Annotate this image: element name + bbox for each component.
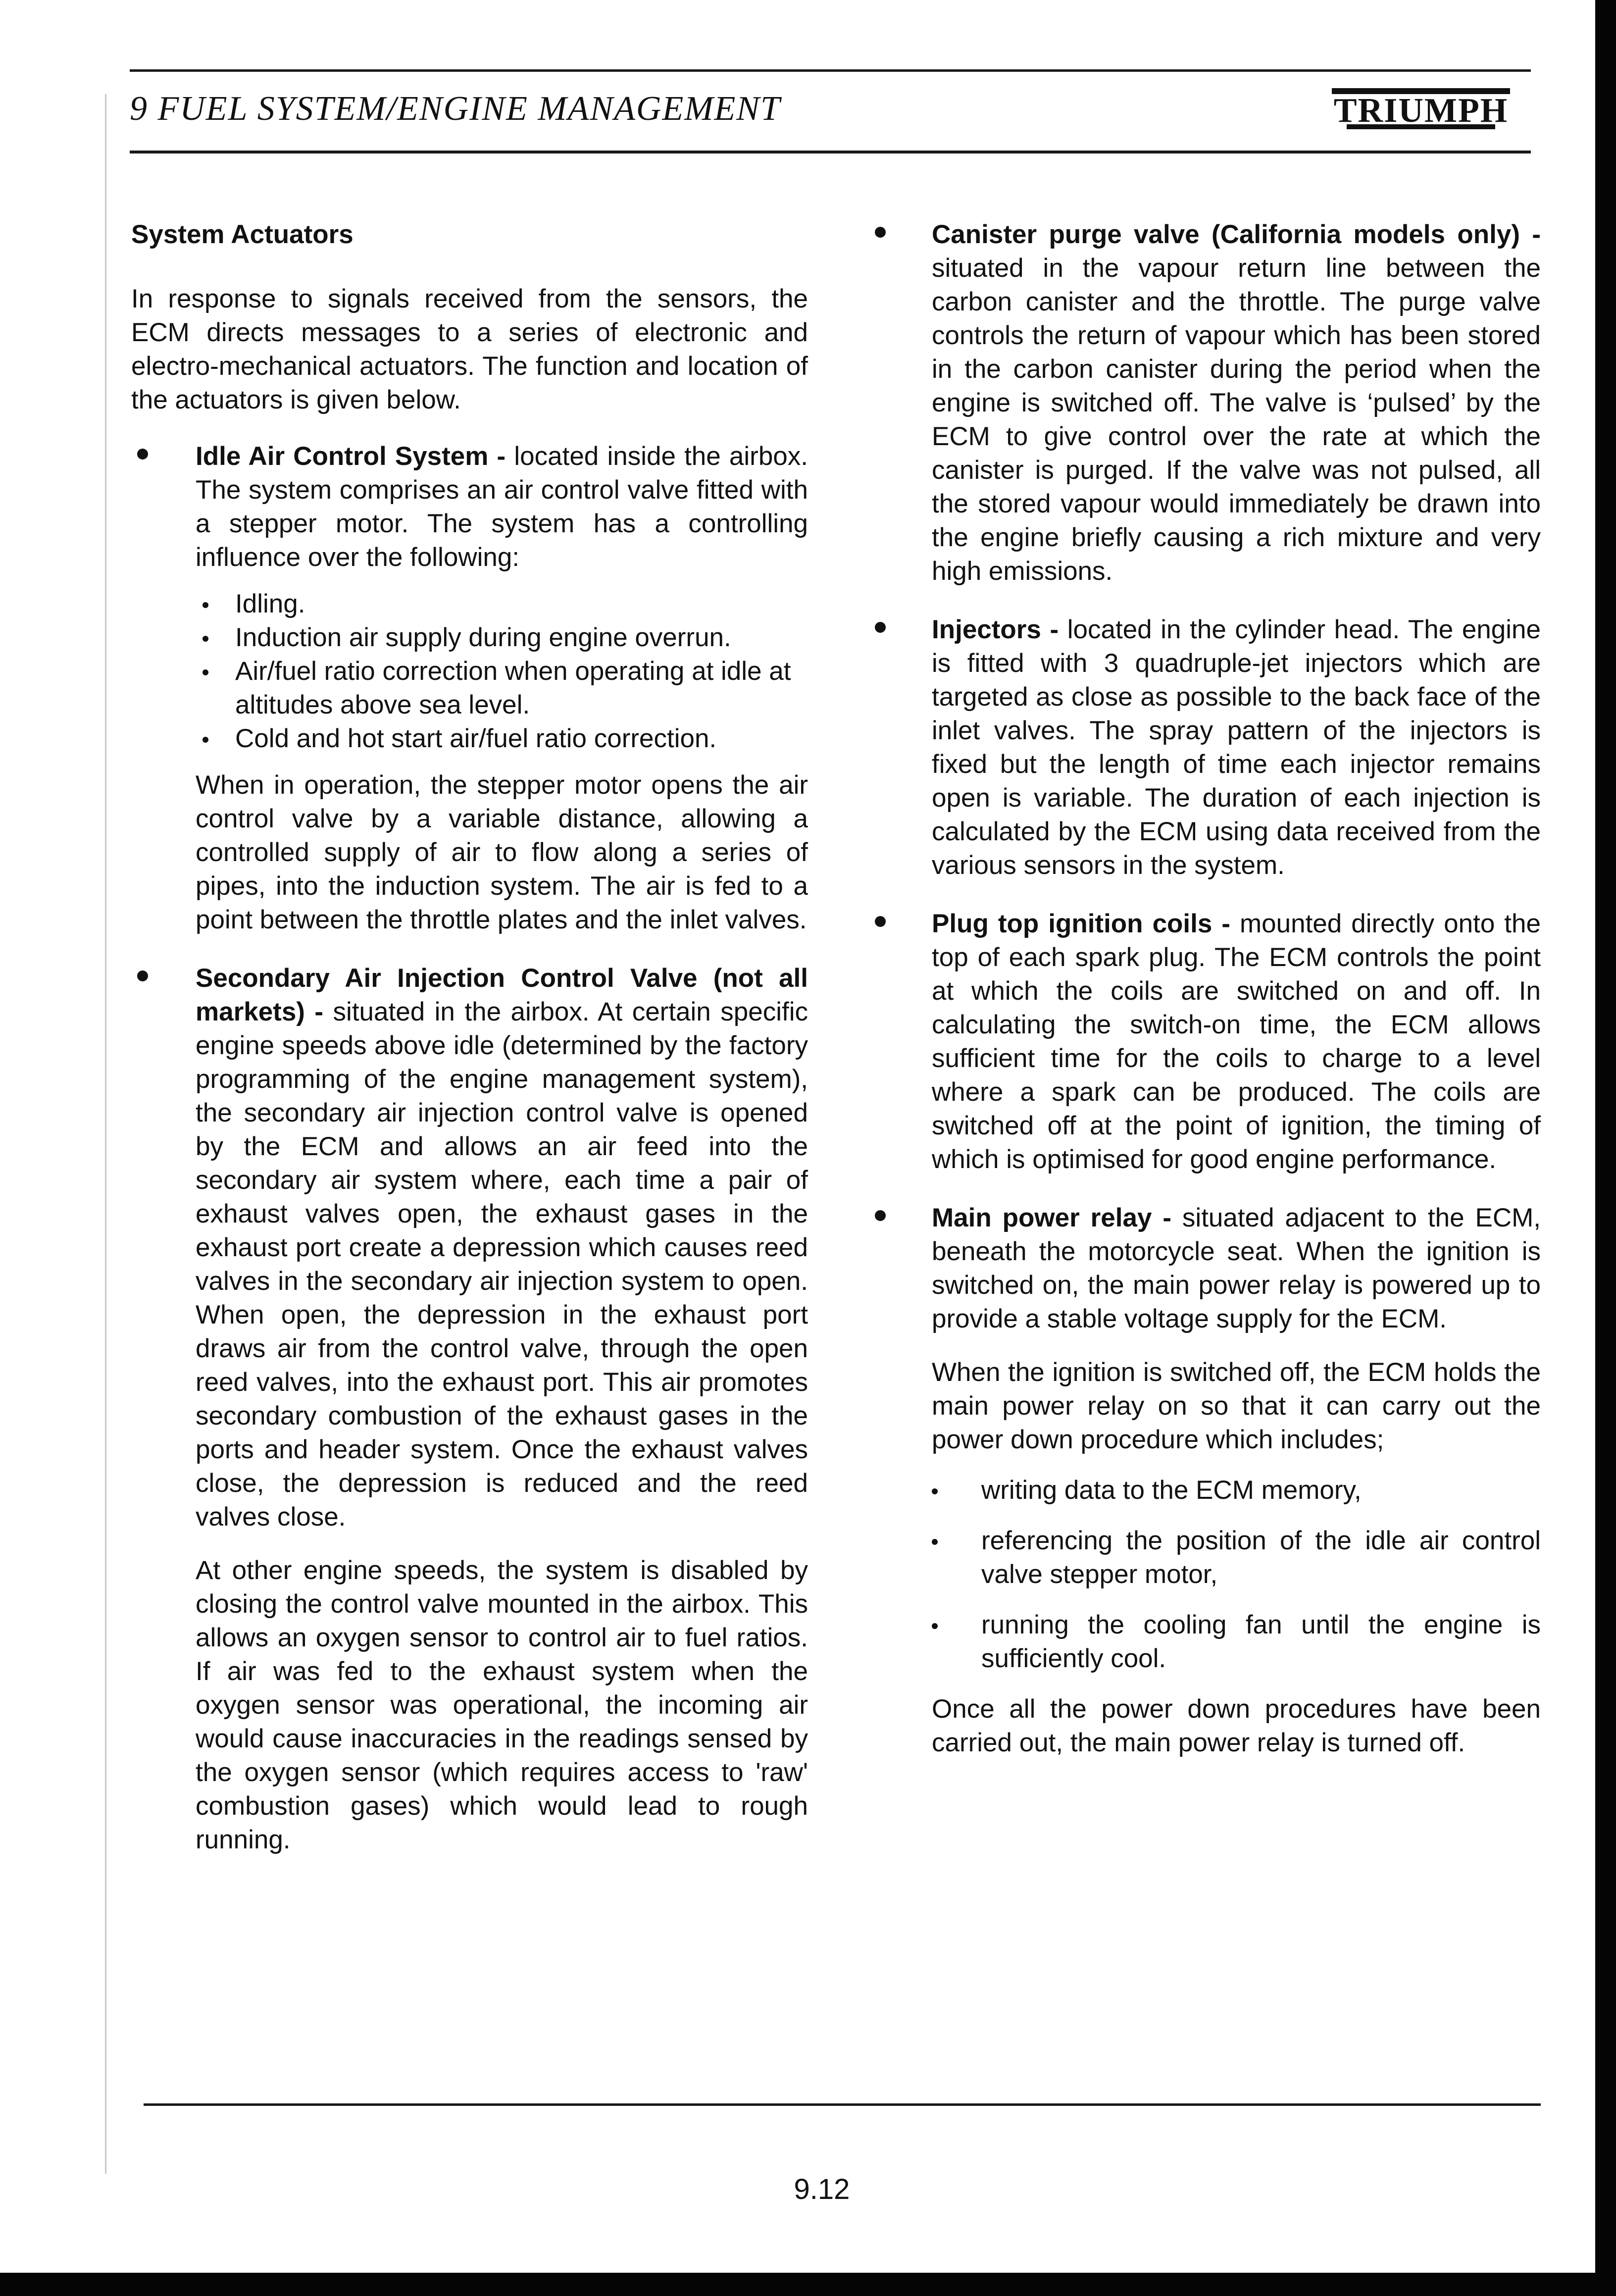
relay-text: situated adjacent to the ECM, beneath the motorcycle seat. When the ignition is switched on, the main power relay is powered up to provide a stable voltage supply for the ECM. <box>932 1203 1541 1333</box>
secondary-air-paragraph <box>196 962 808 1534</box>
canister-purge-item <box>932 218 1541 588</box>
margin-line <box>105 94 106 2174</box>
page-number: 9.12 <box>794 2173 850 2205</box>
secondary-air-text: situated in the airbox. At certain specific engine speeds above idle (determined by the factory programming of the engine management system), the secondary air injection control valve is opened by the ECM and allows an air feed into the secondary air system where, each time a pair of exhaust valves open, the exhaust gases in the exhaust port create a depression which causes reed valves in the secondary air injection system to open. When open, the depression in the exhaust port draws air from the control valve, through the open reed valves, into the exhaust port. This air promotes secondary combustion of the exhaust gases in the ports and header system. Once the exhaust valves close, the depression is reduced and the reed valves close. <box>196 997 808 1531</box>
bullet-dot <box>875 622 886 633</box>
bullet-dot <box>137 970 148 981</box>
scan-border-right <box>1595 0 1616 2296</box>
bullet-dot <box>137 449 148 459</box>
svg-text:TRIUMPH: TRIUMPH <box>1333 92 1509 130</box>
list-item: Air/fuel ratio correction when operating at idle at altitudes above sea level. <box>196 655 808 722</box>
bullet-dot <box>875 1210 886 1221</box>
secondary-air-paragraph-2: At other engine speeds, the system is disabled by closing the control valve mounted in the airbox. This allows an oxygen sensor to control air to fuel ratios. If air was fed to the exhaust system when the oxygen sensor was operational, the incoming air would cause inaccuracies in the readings sensed by the oxygen sensor (which requires access to 'raw' combustion gases) which would lead to rough running. <box>196 1556 808 1854</box>
power-down-list <box>932 1474 1541 1676</box>
idle-air-sub-list <box>196 587 808 756</box>
intro-paragraph: In response to signals received from the sensors, the ECM directs messages to a series of electronic and electro-mechanical actuators. The function and location of the actuators is given below. <box>131 284 808 414</box>
relay-closing-paragraph: Once all the power down procedures have been carried out, the main power relay is turned off. <box>932 1694 1541 1757</box>
secondary-air-item <box>131 962 808 1857</box>
right-column <box>932 218 1541 1785</box>
coils-paragraph <box>932 907 1541 1176</box>
canister-text: situated in the vapour return line between the carbon canister and the throttle. The purge valve controls the return of vapour which has been stored in the carbon canister during the period when the engine is switched off. The valve is ‘pulsed’ by the ECM to give control over the rate at which the canister is purged. If the valve was not pulsed, all the stored vapour would immediately be drawn into the engine briefly causing a rich mixture and very high emissions. <box>932 254 1541 586</box>
canister-paragraph <box>932 218 1541 588</box>
injectors-item <box>932 613 1541 882</box>
secondary-air-title: Secondary Air Injection Control Valve (not all markets) - <box>196 964 808 1026</box>
section-heading: System Actuators <box>131 220 354 249</box>
injectors-paragraph <box>932 613 1541 882</box>
scan-border-bottom <box>0 2273 1616 2296</box>
list-item: Cold and hot start air/fuel ratio correction. <box>196 722 808 756</box>
idle-air-paragraph <box>196 440 808 574</box>
bullet-dot <box>875 916 886 927</box>
injectors-text: located in the cylinder head. The engine is fitted with 3 quadruple-jet injectors which are targeted as close as possible to the back face of the inlet valves. The spray pattern of the injectors is fixed but the length of time each injector remains open is variable. The duration of each injection is calculated by the ECM using data received from the various sensors in the system. <box>932 615 1541 880</box>
idle-air-text: located inside the airbox. The system comprises an air control valve fitted with a stepper motor. The system has a controlling influence over the following: <box>196 442 808 572</box>
list-item: Idling. <box>196 587 808 621</box>
idle-air-title: Idle Air Control System - <box>196 442 506 471</box>
relay-paragraph <box>932 1201 1541 1336</box>
idle-air-operation-paragraph: When in operation, the stepper motor opens the air control valve by a variable distance, allowing a controlled supply of air to flow along a series of pipes, into the induction system. The air is fed to a point between the throttle plates and the inlet valves. <box>196 770 808 934</box>
header-top-rule <box>130 69 1531 72</box>
list-item: Induction air supply during engine overrun. <box>196 621 808 655</box>
chapter-title: 9 FUEL SYSTEM/ENGINE MANAGEMENT <box>130 90 781 128</box>
idle-air-control-item <box>131 440 808 937</box>
bullet-dot <box>875 227 886 238</box>
list-item: running the cooling fan until the engine is sufficiently cool. <box>932 1608 1541 1676</box>
left-column <box>131 218 808 1882</box>
injectors-title: Injectors - <box>932 615 1059 644</box>
relay-title: Main power relay - <box>932 1203 1171 1232</box>
relay-paragraph-2: When the ignition is switched off, the ECM holds the main power relay on so that it can carry out the power down procedure which includes; <box>932 1358 1541 1454</box>
footer-rule <box>144 2103 1541 2106</box>
main-power-relay-item <box>932 1201 1541 1760</box>
ignition-coils-item <box>932 907 1541 1176</box>
coils-title: Plug top ignition coils - <box>932 909 1230 938</box>
triumph-logo <box>1317 79 1525 135</box>
list-item: writing data to the ECM memory, <box>932 1474 1541 1507</box>
header-bottom-rule <box>130 151 1531 153</box>
coils-text: mounted directly onto the top of each spark plug. The ECM controls the point at which the coils are switched on and off. In calculating the switch-on time, the ECM allows sufficient time for the coils to charge to a level where a spark can be produced. The coils are switched off at the point of ignition, the timing of which is optimised for good engine performance. <box>932 909 1541 1174</box>
list-item: referencing the position of the idle air control valve stepper motor, <box>932 1524 1541 1591</box>
canister-title: Canister purge valve (California models only) - <box>932 220 1541 249</box>
